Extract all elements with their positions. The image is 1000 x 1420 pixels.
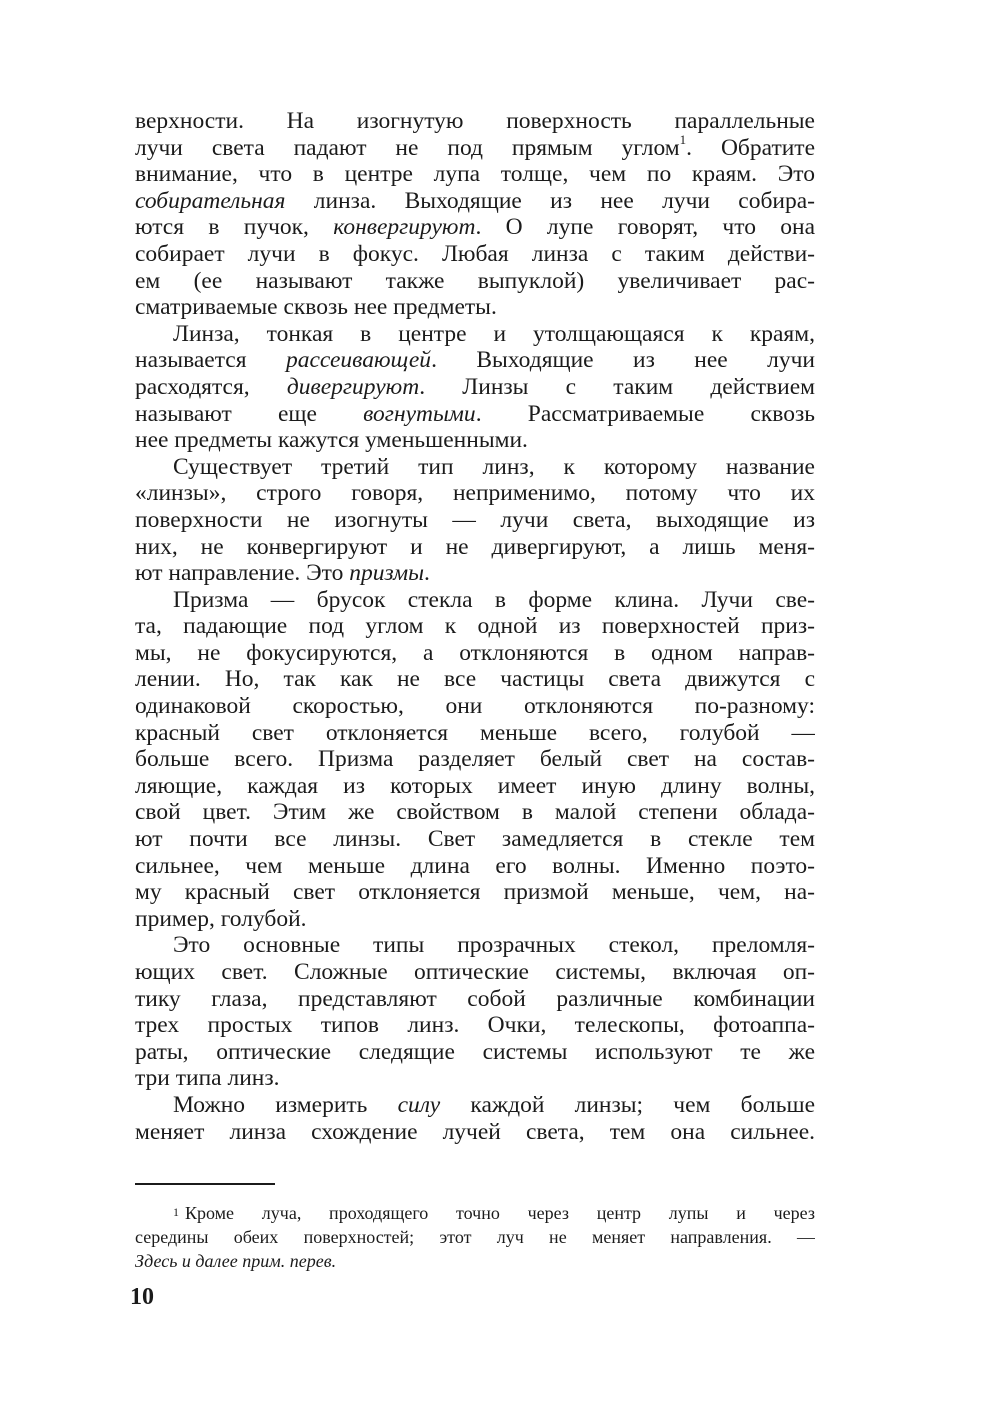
text-line: три типа линз. [135, 1065, 280, 1092]
text-line: та, падающие под углом к одной из поверхностей приз- [135, 613, 815, 640]
italic-term: собирательная [135, 187, 286, 214]
italic-term: призмы [349, 560, 424, 587]
text-line: меняет линза схождение лучей света, тем она сильнее. [135, 1118, 815, 1145]
text-line: красный свет отклоняется меньше всего, голубой — [135, 719, 815, 746]
text-line: больше всего. Призма разделяет белый свет на состав- [135, 746, 815, 773]
paragraph-start: Это основные типы прозрачных стекол, преломля- [173, 932, 815, 959]
text-line: ют направление. Это призмы. [135, 560, 430, 587]
italic-term: конвергируют [333, 214, 476, 241]
footnote-line: середины обеих поверхностей; этот луч не меняет направления. — [135, 1227, 815, 1247]
text-line: собирает лучи в фокус. Любая линза с таким действи- [135, 240, 815, 267]
text-line: му красный свет отклоняется призмой меньше, чем, на- [135, 879, 815, 906]
text-line: ются в пучок, конвергируют. О лупе говорят, что она [135, 214, 815, 241]
text-line: называют еще вогнутыми. Рассматриваемые сквозь [135, 400, 815, 427]
text-line: собирательная линза. Выходящие из нее лучи собира- [135, 187, 815, 214]
text-line: раты, оптические следящие системы используют те же [135, 1038, 815, 1065]
footnote-line: $^1$ Кроме луча, проходящего точно через центр лупы и через [173, 1203, 815, 1223]
text-line: «линзы», строго говоря, неприменимо, потому что их [135, 480, 815, 507]
footnote-reference[interactable]: 1 [679, 134, 687, 147]
text-line: сматриваемые сквозь нее предметы. [135, 294, 497, 321]
text-line: ляющие, каждая из которых имеет иную длину волны, [135, 772, 815, 799]
italic-term: силу [397, 1091, 441, 1118]
text-line: поверхности не изогнуты — лучи света, выходящие из [135, 506, 815, 533]
text-line: трех простых типов линз. Очки, телескопы, фотоаппа- [135, 1012, 815, 1039]
footnote-divider [135, 1183, 275, 1185]
paragraph-start: Призма — брусок стекла в форме клина. Лучи све- [173, 586, 815, 613]
text-line: лучи света падают не под прямым углом$^1$. Обратите [135, 135, 815, 162]
text-line: тику глаза, представляют собой различные комбинации [135, 985, 815, 1012]
main-text [135, 108, 815, 1145]
footnote-marker: 1 [173, 1205, 179, 1219]
text-line: мы, не фокусируются, а отклоняются в одном направ- [135, 639, 815, 666]
text-line: ем (ее называют также выпуклой) увеличивает рас- [135, 267, 815, 294]
italic-term: вогнутыми [363, 400, 476, 427]
italic-term: дивергируют [286, 373, 420, 400]
text-line: нее предметы кажутся уменьшенными. [135, 427, 528, 454]
paragraph-start: Существует третий тип линз, к которому название [173, 453, 815, 480]
text-line: верхности. На изогнутую поверхность параллельные [135, 108, 815, 134]
footnote-attribution: Здесь и далее прим. перев. [135, 1251, 337, 1271]
text-line: них, не конвергируют и не дивергируют, а лишь меня- [135, 533, 815, 560]
text-line: называется рассеивающей. Выходящие из нее лучи [135, 347, 815, 374]
paragraph-start: Линза, тонкая в центре и утолщающаяся к краям, [173, 320, 815, 347]
italic-term: рассеивающей [285, 347, 432, 374]
text-line: пример, голубой. [135, 905, 307, 932]
footnote [135, 1201, 815, 1273]
text-line: внимание, что в центре лупа толще, чем по краям. Это [135, 161, 815, 188]
text-line: лении. Но, так как не все частицы света движутся с [135, 666, 815, 693]
text-line: расходятся, дивергируют. Линзы с таким действием [135, 373, 815, 400]
footnote-line [135, 1249, 815, 1273]
text-line: ющих свет. Сложные оптические системы, включая оп- [135, 959, 815, 985]
paragraph-start: Можно измерить силу каждой линзы; чем больше [173, 1091, 815, 1118]
text-line: ют почти все линзы. Свет замедляется в стекле тем [135, 826, 815, 853]
text-line: сильнее, чем меньше длина его волны. Именно поэто- [135, 852, 815, 879]
page-number: 10 [130, 1284, 154, 1310]
text-line: свой цвет. Этим же свойством в малой степени облада- [135, 799, 815, 826]
text-line: одинаковой скоростью, они отклоняются по-разному: [135, 693, 815, 720]
